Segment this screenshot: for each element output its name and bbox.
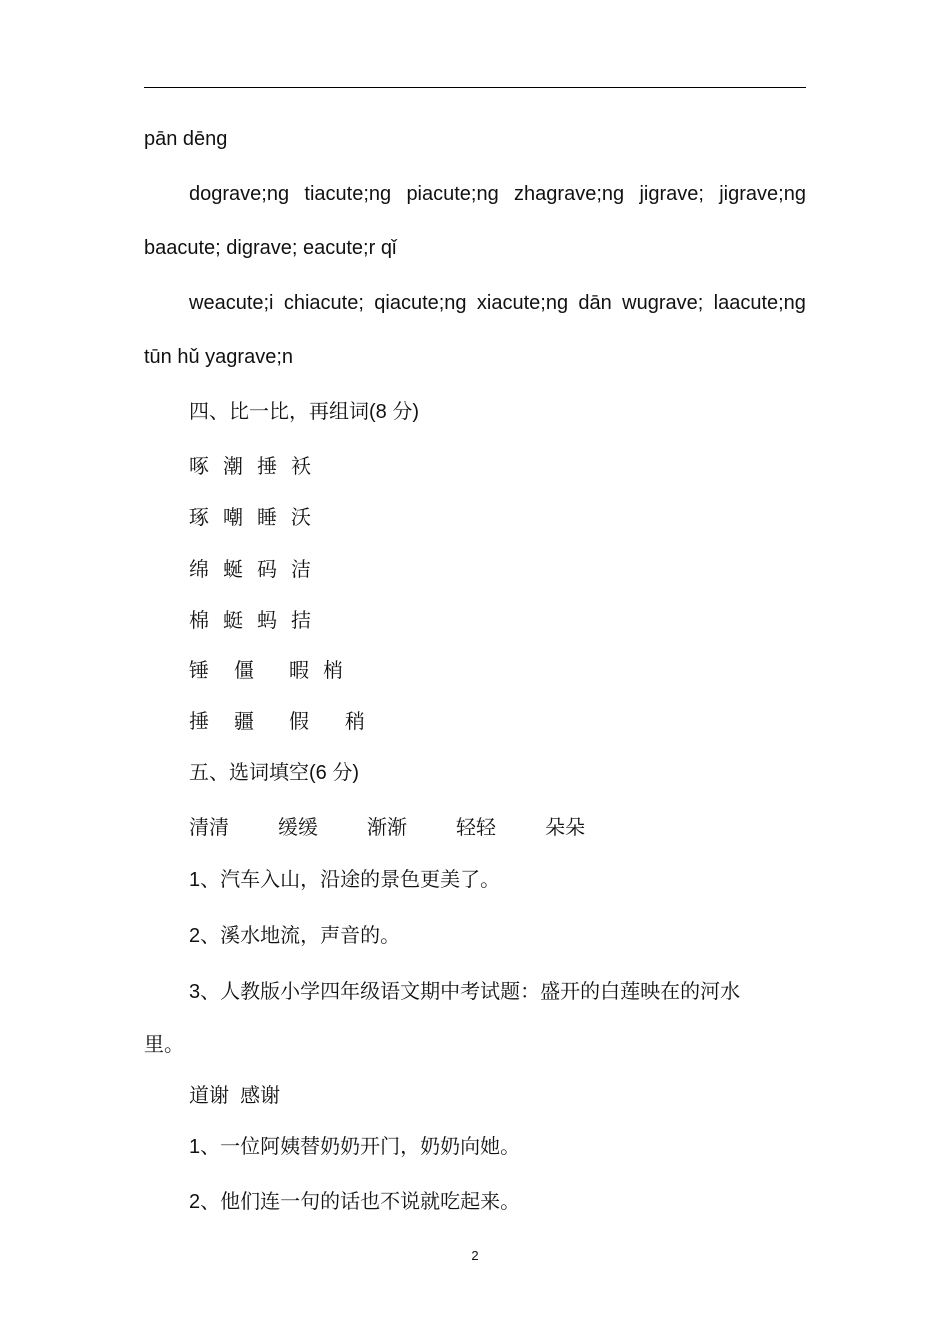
pinyin-line-4 <box>189 290 806 316</box>
char-row <box>189 658 357 684</box>
word-options-2-text: 道谢 感谢 <box>189 1085 281 1107</box>
pinyin-word: wugrave; <box>622 292 704 314</box>
word-options <box>189 815 634 841</box>
char-cell: 蜒 <box>223 559 243 581</box>
word-options-2 <box>189 1083 280 1109</box>
char-cell: 蜓 <box>223 610 243 632</box>
pinyin-word: piacute;ng <box>406 183 499 205</box>
pinyin-word: jigrave; <box>639 183 704 205</box>
char-cell: 绵 <box>189 559 209 581</box>
char-cell: 洁 <box>291 559 311 581</box>
pinyin-word: tiacute;ng <box>304 183 392 205</box>
pinyin-word: chiacute; <box>283 292 364 314</box>
char-cell: 棉 <box>189 610 209 632</box>
section4-heading: 四、比一比，再组词(8 分) <box>189 401 419 423</box>
char-cell: 梢 <box>323 660 343 682</box>
char-cell: 潮 <box>223 456 243 478</box>
word-option: 缓缓 <box>278 817 318 839</box>
pinyin-word: weacute;i <box>189 292 274 314</box>
pinyin-word: xiacute;ng <box>476 292 569 314</box>
char-cell: 疆 <box>234 711 254 733</box>
pinyin-word: jigrave;ng <box>719 183 806 205</box>
header-rule <box>144 87 806 88</box>
pinyin-word: qiacute;ng <box>374 292 467 314</box>
char-cell: 拮 <box>291 610 311 632</box>
question-5: 2、他们连一句的话也不说就吃起来。 <box>189 1191 521 1213</box>
char-cell: 假 <box>289 711 309 733</box>
char-row <box>189 709 379 735</box>
char-cell: 蚂 <box>257 610 277 632</box>
pinyin-line-2 <box>189 181 806 207</box>
char-cell: 僵 <box>234 660 254 682</box>
word-option: 轻轻 <box>456 817 496 839</box>
char-row <box>189 454 325 480</box>
word-option: 渐渐 <box>367 817 407 839</box>
char-cell: 稍 <box>345 711 365 733</box>
pinyin-line-3: baacute; digrave; eacute;r qǐ <box>144 237 397 259</box>
char-cell: 睡 <box>257 507 277 529</box>
char-cell: 捶 <box>189 711 209 733</box>
pinyin-word: laacute;ng <box>713 292 806 314</box>
question-4: 1、一位阿姨替奶奶开门，奶奶向她。 <box>189 1136 521 1158</box>
pinyin-line-1: pān dēng <box>144 128 228 150</box>
word-option: 朵朵 <box>545 817 585 839</box>
word-option: 清清 <box>189 817 229 839</box>
char-cell: 捶 <box>257 456 277 478</box>
char-cell: 沃 <box>291 507 311 529</box>
char-cell: 袄 <box>291 456 311 478</box>
char-row <box>189 608 325 634</box>
char-cell: 琢 <box>189 507 209 529</box>
question-1: 1、汽车入山，沿途的景色更美了。 <box>189 869 501 891</box>
page-number: 2 <box>471 1248 479 1263</box>
char-cell: 啄 <box>189 456 209 478</box>
char-cell: 嘲 <box>223 507 243 529</box>
pinyin-line-5: tūn hǔ yagrave;n <box>144 346 293 368</box>
question-3: 3、人教版小学四年级语文期中考试题：盛开的白莲映在的河水 <box>189 981 741 1003</box>
section5-heading: 五、选词填空(6 分) <box>189 762 359 784</box>
char-row <box>189 505 325 531</box>
pinyin-word: dograve;ng <box>189 183 290 205</box>
char-cell: 码 <box>257 559 277 581</box>
pinyin-word: dān <box>578 292 612 314</box>
char-cell: 锤 <box>189 660 209 682</box>
char-row <box>189 557 325 583</box>
pinyin-word: zhagrave;ng <box>514 183 625 205</box>
char-cell: 暇 <box>289 660 309 682</box>
question-2: 2、溪水地流，声音的。 <box>189 925 401 947</box>
question-3-continued: 里。 <box>144 1034 184 1056</box>
